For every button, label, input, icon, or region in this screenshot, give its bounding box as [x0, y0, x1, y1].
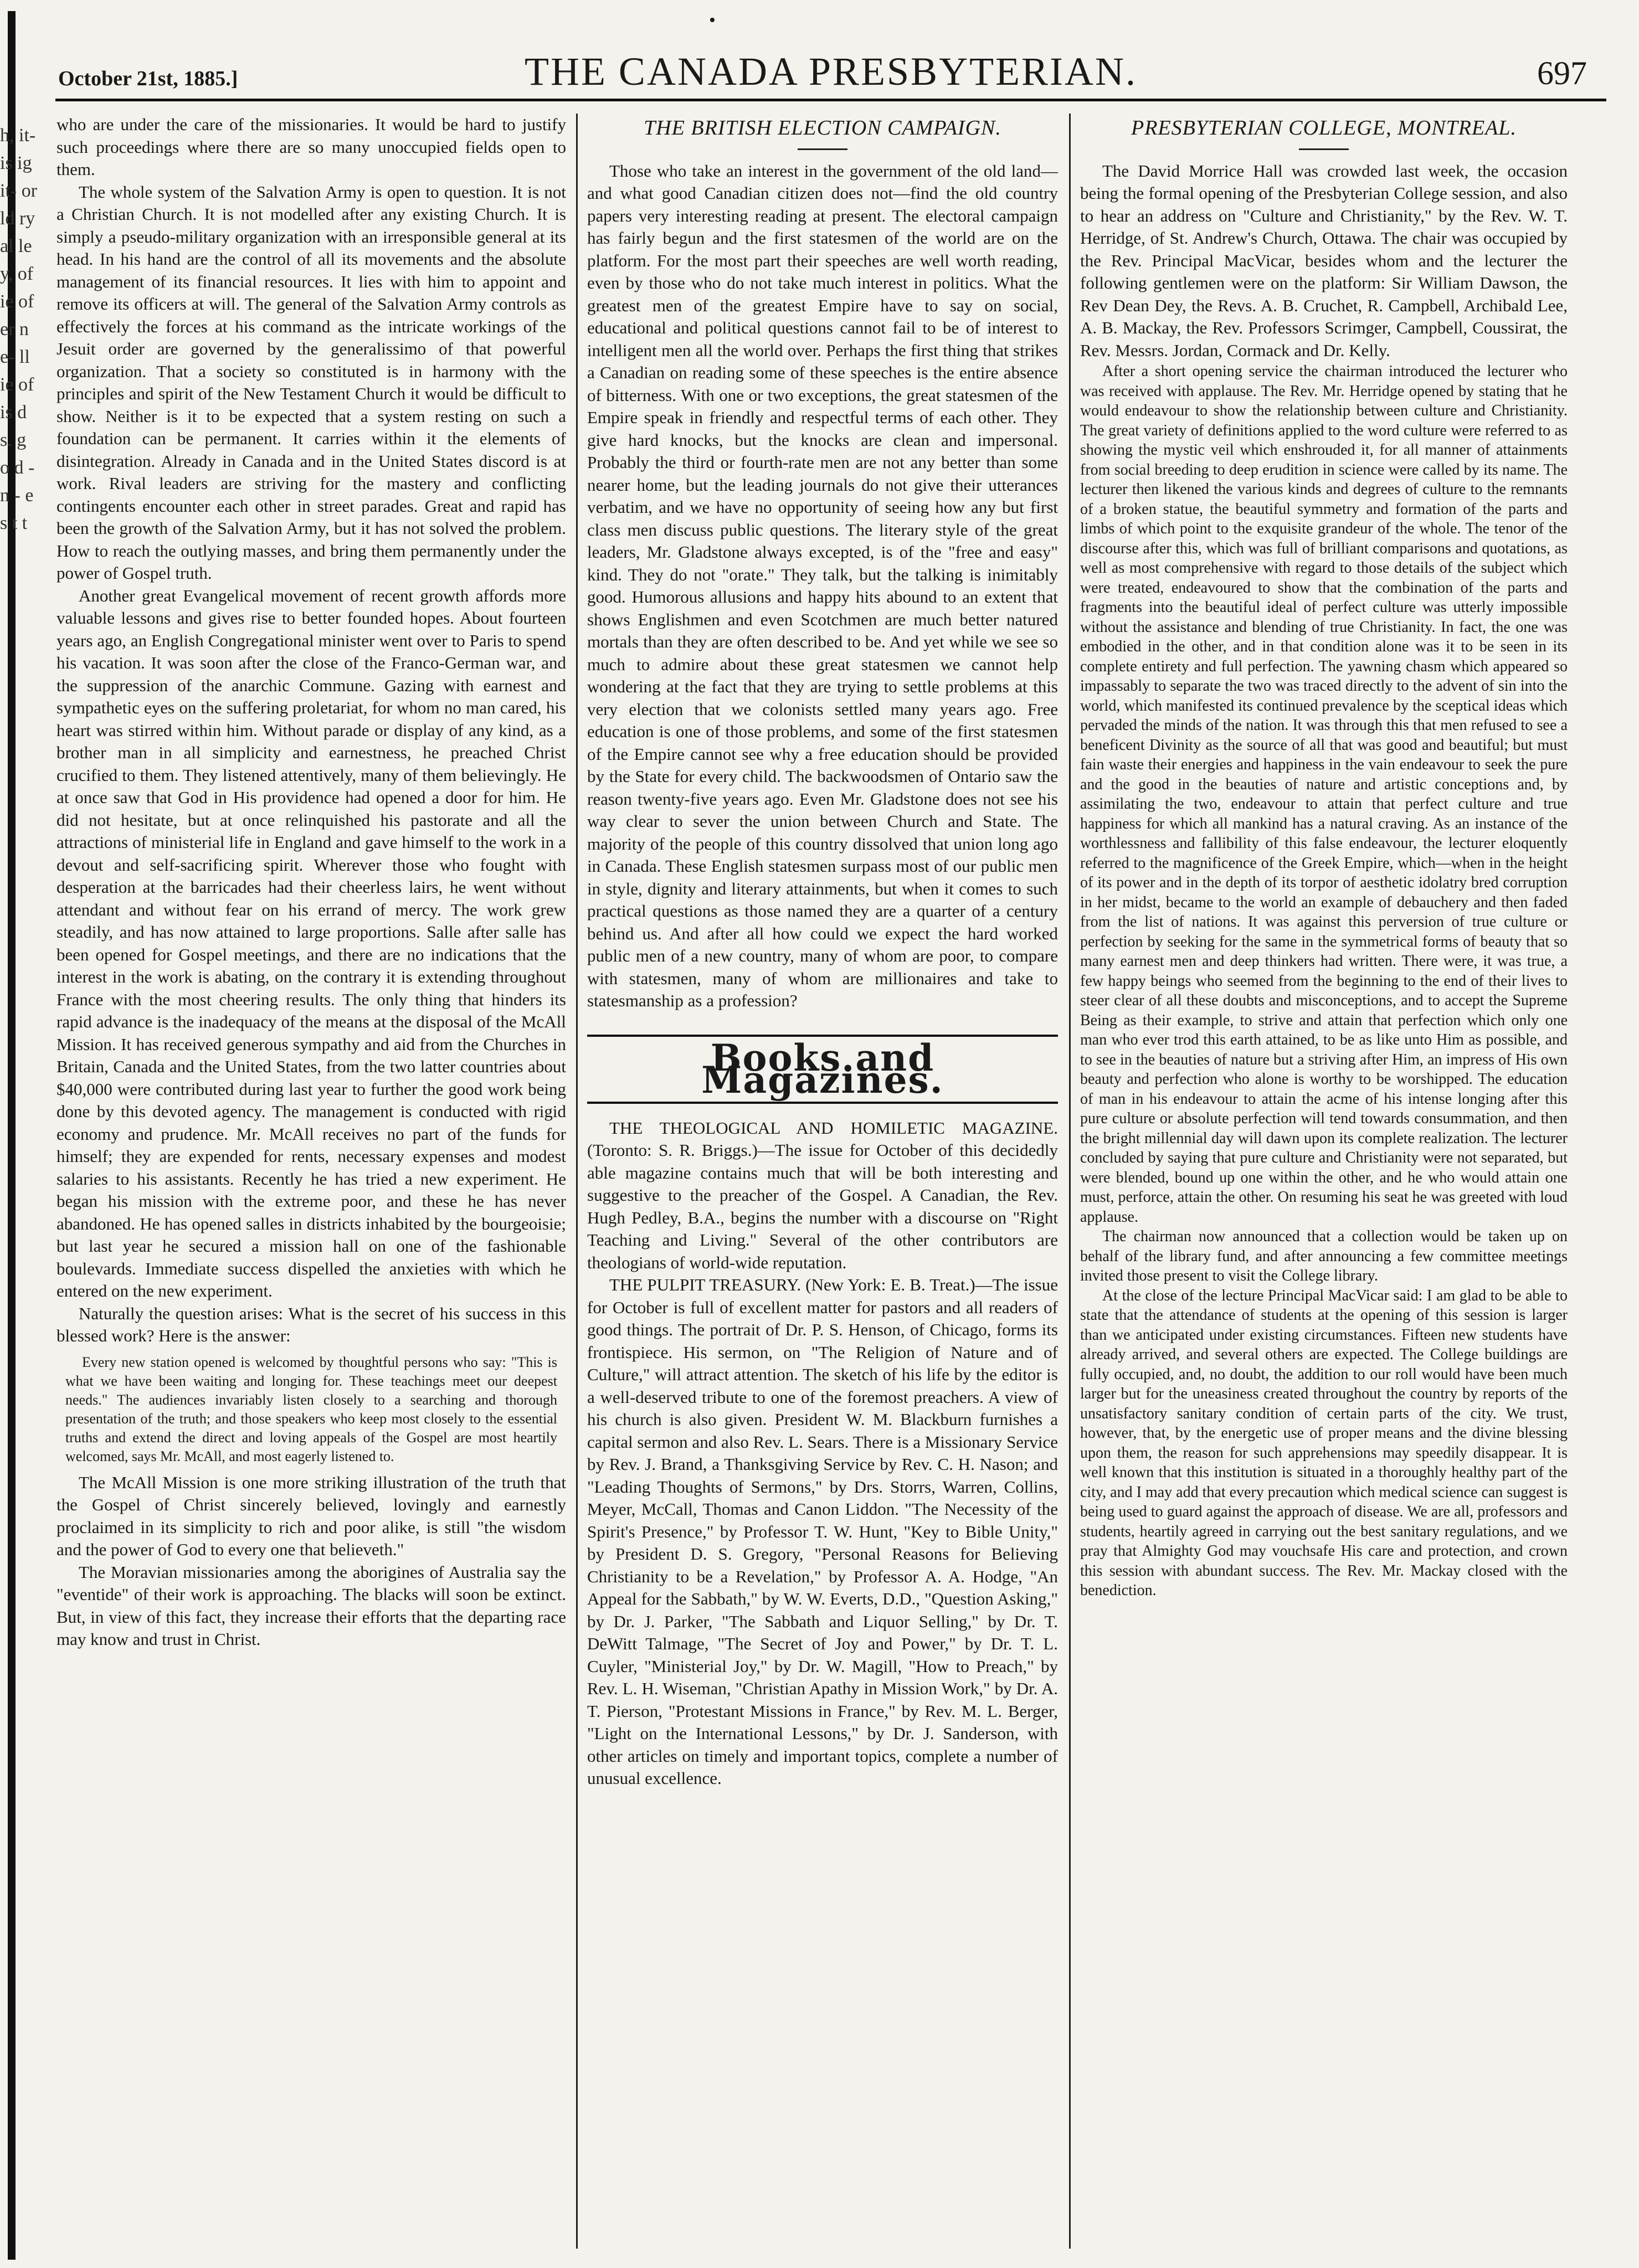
- column-2: [587, 114, 1058, 1790]
- paragraph: Those who take an interest in the government of the old land—and what good Canadian citizen does not—find the old country papers very interesting reading at present. The electoral campaign has fairly begun and the first statesmen of the world are on the platform. For the most part their speeches are well worth reading, even by those who do not take much interest in politics. What the greatest men of the greatest Empire have to say on social, educational and political questions cannot fail to be of interest to intelligent men all the world over. Perhaps the first thing that strikes a Canadian on reading some of these speeches is the entire absence of bitterness. With one or two exceptions, the great statesmen of the Empire speak in friendly and respectful terms of each other. They give hard knocks, but the knocks are clean and impersonal. Probably the third or fourth-rate men are not any better than some nearer home, but the leading journals do not give their utterances verbatim, and we have no opportunity of seeing how any but first class men discuss public questions. The literary style of the great leaders, Mr. Gladstone always excepted, is of the "free and easy" kind. They do not "orate." They talk, but the talking is inimitably good. Humorous allusions and happy hits abound to an extent that shows Englishmen and even Scotchmen are much better natured mortals than they are often described to be. And yet while we see so much to admire about these great statesmen we cannot help wondering at the fact that they are trying to settle problems at this very election that we colonists settled many years ago. Free education is one of those problems, and some of the first statesmen of the Empire cannot see why a free education should be provided by the State for every child. The backwoodsmen of Ontario saw the reason twenty-five years ago. Even Mr. Gladstone does not see his way clear to sever the union between Church and State. The majority of the people of this country dissolved that union long ago in Canada. These English statesmen surpass most of our public men in style, dignity and literary attainments, but when it comes to such practical questions as those named they are a quarter of a century behind us. And after all how could we expect the hard worked public men of a new country, many of whom are poor, to compare with statesmen, many of whom are millionaires and take to statesmanship as a profession?: [587, 161, 1058, 1010]
- paragraph: The McAll Mission is one more striking illustration of the truth that the Gospel of Christ sincerely believed, lovingly and earnestly proclaimed in its simplicity to rich and poor alike, is still "the wisdom and the power of God to every one that believeth.": [56, 1472, 566, 1559]
- section-banner: [587, 1035, 1058, 1104]
- paragraph: who are under the care of the missionaries. It would be hard to justify such proceedings where there are so many unoccupied fields open to them.: [56, 115, 566, 179]
- page-number: 697: [1537, 55, 1587, 91]
- report-body: [1080, 362, 1568, 1601]
- block-quote: [65, 1353, 557, 1466]
- paragraph: The David Morrice Hall was crowded last week, the occasion being the formal opening of the Presbyterian College session, and also to hear an address on "Culture and Christianity," by the Rev. W. T. Herridge, of St. Andrew's Church, Ottawa. The chair was occupied by the Rev. Principal MacVicar, besides whom and the lecturer the following gentlemen were on the platform: Sir William Dawson, the Rev Dean Dey, the Revs. A. B. Cruchet, R. Campbell, Archibald Lee, A. B. Mackay, the Rev. Professors Scrimger, Campbell, Coussirat, the Rev. Messrs. Jordan, Cormack and Dr. Kelly.: [1080, 161, 1568, 360]
- column-divider-1: [576, 114, 578, 2249]
- header-rule: [55, 99, 1606, 101]
- article-heading: THE BRITISH ELECTION CAMPAIGN.: [644, 116, 1001, 140]
- print-dot: •: [709, 10, 716, 30]
- review-paragraph: THE PULPIT TREASURY. (New York: E. B. Treat.)—The issue for October is full of excellent matter for pastors and all readers of good things. The portrait of Dr. P. S. Henson, of Chicago, forms its frontispiece. His sermon, on "The Religion of Nature and of Culture," will attract attention. The sketch of his life by the editor is a well-deserved tribute to one of the foremost preachers. A view of his church is also given. President W. M. Blackburn furnishes a capital sermon and also Rev. L. Sears. There is a Missionary Service by Rev. J. Brand, a Thanksgiving Service by Rev. C. H. Nason; and "Leading Thoughts of Sermons," by Drs. Storrs, Warren, Collins, Meyer, McCall, Thomas and Canon Liddon. "The Necessity of the Spirit's Presence," by Professor T. W. Hunt, "Key to Bible Unity," by President D. S. Gregory, "Personal Reasons for Believing Christianity to be a Revelation," by Professor A. A. Hodge, "An Appeal for the Sabbath," by W. W. Everts, D.D., "Question Asking," by Dr. J. Parker, "The Sabbath and Liquor Selling," by Dr. T. DeWitt Talmage, "The Secret of Joy and Power," by Dr. T. L. Cuyler, "Ministerial Joy," by Dr. W. Magill, "How to Preach," by Rev. L. H. Wiseman, "Christian Apathy in Mission Work," by Dr. A. T. Pierson, "Protestant Missions in France," by Rev. M. L. Berger, "Light on the International Lessons," by Dr. J. Sanderson, with other articles on timely and important topics, complete a number of unusual excellence.: [587, 1275, 1058, 1788]
- paragraph: After a short opening service the chairman introduced the lecturer who was received with applause. The Rev. Mr. Herridge opened by stating that he would endeavour to show the relationship between culture and Christianity. The great variety of definitions applied to the word culture were referred to as showing the mystic veil which enshrouded it, for all manner of attainments from social breeding to deep erudition in science were called by its name. The lecturer then likened the various kinds and degrees of culture to the remnants of a broken statue, the beautiful symmetry and formation of the parts and limbs of which point to the exquisite grandeur of the whole. The tenor of the discourse after this, which was full of brilliant comparisons and quotations, as well as most comprehensive with regard to those details of the subject which were treated, endeavoured to show that the combination of the parts and fragments into the beautiful ideal of perfect culture was utterly impossible without the assistance and blending of true Christianity. In fact, the one was embodied in the other, and in that condition alone was it to be seen in its complete entirety and full perfection. The yawning chasm which appeared so impassably to separate the two was traced directly to the advent of sin into the world, which manifested its continued prevalence by the sceptical ideas which pervaded the minds of the nation. It was through this that men refused to see a beneficent Divinity as the source of all that was good and beautiful; but must fain waste their energies and happiness in the vain endeavour to seek the pure and the good in the beauties of nature and artistic conceptions and, by assimilating the two, endeavour to attain that perfect culture and true happiness for which all mankind has a natural craving. As an instance of the worthlessness and fallibility of this false endeavour, the lecturer eloquently referred to the magnificence of the Greek Empire, which—when in the height of its power and in the depth of its torpor of aesthetic idolatry bred corruption in her midst, became to the world an example of debauchery and then faded from the list of nations. It was against this perversion of true culture or perfection by seeking for the same in the symmetrical forms of beauty that so many earnest men and deep thinkers had written. There were, it was true, a few happy beings who seemed from the beginning to the end of their lives to steer clear of all these doubts and misconceptions, and to accept the Supreme Being as their example, to strive and attain that perfection which only one man who ever trod this earth attained, to be as like unto Him as possible, and to see in the beauties of nature but a striving after Him, an impress of His own beauty and perfection who alone is worthy to be worshipped. The education of man in his endeavour to attain the acme of his intense longing after this pure culture or absolute perfection will tend towards consummation, and then the bright millennial day will dawn upon its complete realization. The lecturer concluded by saying that pure culture and Christianity were not separated, but were blended, bound up one within the other, and he who would attain one must, perforce, attain the other. On resuming his seat he was greeted with loud applause.: [1080, 363, 1568, 1226]
- column-3: [1080, 114, 1568, 1601]
- section-title: Books and Magazines.: [701, 1036, 944, 1102]
- paragraph: The whole system of the Salvation Army is open to question. It is not a Christian Church. It is not modelled after any existing Church. It is simply a pseudo-military organization with an irresponsible general at its head. In his hand are the control of all its movements and the absolute management of its financial resources. It lies with him to appoint and remove its officers at will. The general of the Salvation Army controls as effectively the forces at his command as the intricate workings of the Jesuit order are governed by the generalissimo of that powerful organization. That a society so constituted is in harmony with the principles and spirit of the New Testament Church it would be difficult to show. Neither is it to be expected that a system resting on such a foundation can be permanent. It carries within it the elements of disintegration. Already in Canada and in the United States discord is at work. Rival leaders are striving for the mastery and conflicting contingents encounter each other in street parades. Great and rapid has been the growth of the Salvation Army, but it has not solved the problem. How to reach the outlying masses, and bring them permanently under the power of Gospel truth.: [56, 182, 566, 583]
- paragraph: Naturally the question arises: What is the secret of his success in this blessed work? Here is the answer:: [56, 1303, 566, 1345]
- article-heading: PRESBYTERIAN COLLEGE, MONTREAL.: [1131, 116, 1517, 140]
- newspaper-title: THE CANADA PRESBYTERIAN.: [524, 49, 1138, 94]
- paragraph: The Moravian missionaries among the aborigines of Australia say the "eventide" of their work is approaching. The blacks will soon be extinct. But, in view of this fact, they increase their efforts that the departing race may know and trust in Christ.: [56, 1562, 566, 1649]
- paragraph: The chairman now announced that a collection would be taken up on behalf of the library fund, and after announcing a few committee meetings invited those present to visit the College library.: [1080, 1228, 1568, 1284]
- margin-fragments: h, it- is ig it- or ld ry al le y, of ie of er n e- ll ie of is d s. g o d - n - e s t t: [0, 125, 38, 533]
- heading-rule: [1299, 148, 1349, 150]
- paragraph: At the close of the lecture Principal MacVicar said: I am glad to be able to state that the attendance of students at the opening of this session is larger than we anticipated under existing circumstances. Fifteen new students have already arrived, and several others are expected. The College buildings are fully occupied, and, no doubt, the addition to our roll would have been much larger but for the uneasiness created throughout the country by reports of the unsatisfactory sanitary condition of certain parts of the city. We trust, however, that, by the energetic use of proper means and the divine blessing upon them, the reason for such apprehensions may speedily disappear. It is well known that this institution is situated in a thoroughly healthy part of the city, and I may add that every precaution which medical science can suggest is being used to guard against the approach of disease. We are all, professors and students, heartily agreed in carrying out the best sanitary regulations, and we pray that Almighty God may vouchsafe His care and protection, and crown this session with abundant success. The Rev. Mr. Mackay closed with the benediction.: [1080, 1287, 1568, 1599]
- page-header: [58, 10, 1604, 94]
- review-paragraph: THE THEOLOGICAL AND HOMILETIC MAGAZINE. (Toronto: S. R. Briggs.)—The issue for October of this decidedly able magazine contains much that will be both interesting and suggestive to the preacher of the Gospel. A Canadian, the Rev. Hugh Pedley, B.A., begins the number with a discourse on "Right Teaching and Living." Several of the other contributors are theologians of world-wide reputation.: [587, 1118, 1058, 1272]
- column-divider-2: [1069, 114, 1071, 2249]
- quote-text: Every new station opened is welcomed by thoughtful persons who say: "This is what we have been waiting and longing for. These teachings meet our deepest needs." The audiences invariably listen closely to a searching and thorough presentation of the truth; and those speakers who keep most closely to the essential truths and extend the direct and loving appeals of the Gospel are most heartily welcomed, says Mr. McAll, and most eagerly listened to.: [65, 1354, 557, 1464]
- paragraph: Another great Evangelical movement of recent growth affords more valuable lessons and gives rise to better founded hopes. About fourteen years ago, an English Congregational minister went over to Paris to spend his vacation. It was soon after the close of the Franco-German war, and the suppression of the anarchic Commune. Gazing with earnest and sympathetic eyes on the suffering proletariat, for whom no man cared, his heart was stirred within him. Without parade or display of any kind, as a brother man in all simplicity and earnestness, he preached Christ crucified to them. They listened attentively, many of them believingly. He at once saw that God in His providence had opened a door for him. He did not hesitate, but at once relinquished his pastorate and all the attractions of ministerial life in England and gave himself to the work in a devout and self-sacrificing spirit. Wherever those who fought with desperation at the barricades had their cheerless lairs, he went without attendant and without fear on his errand of mercy. The work grew steadily, and has now attained to large proportions. Salle after salle has been opened for Gospel meetings, and there are no indications that the interest in the work is abating, on the contrary it is extending throughout France with the most cheering results. The only thing that hinders its rapid advance is the inadequacy of the means at the disposal of the McAll Mission. It has received generous sympathy and aid from the Churches in Britain, Canada and the United States, from the two latter countries about $40,000 were contributed during last year to further the good work being done by this devoted agency. The management is conducted with rigid economy and prudence. Mr. McAll receives no part of the funds for himself; they are expended for rents, necessary expenses and modest salaries to his assistants. Recently he has tried a new experiment. He began his mission with the extreme poor, and these he has never abandoned. He has opened salles in districts inhabited by the bourgeoisie; but last year he secured a mission hall on one of the fashionable boulevards. Immediate success dispelled the anxieties with which he entered on the new experiment.: [56, 585, 566, 1300]
- column-1: [56, 114, 566, 1651]
- heading-rule: [798, 148, 847, 150]
- issue-date: October 21st, 1885.]: [58, 67, 238, 90]
